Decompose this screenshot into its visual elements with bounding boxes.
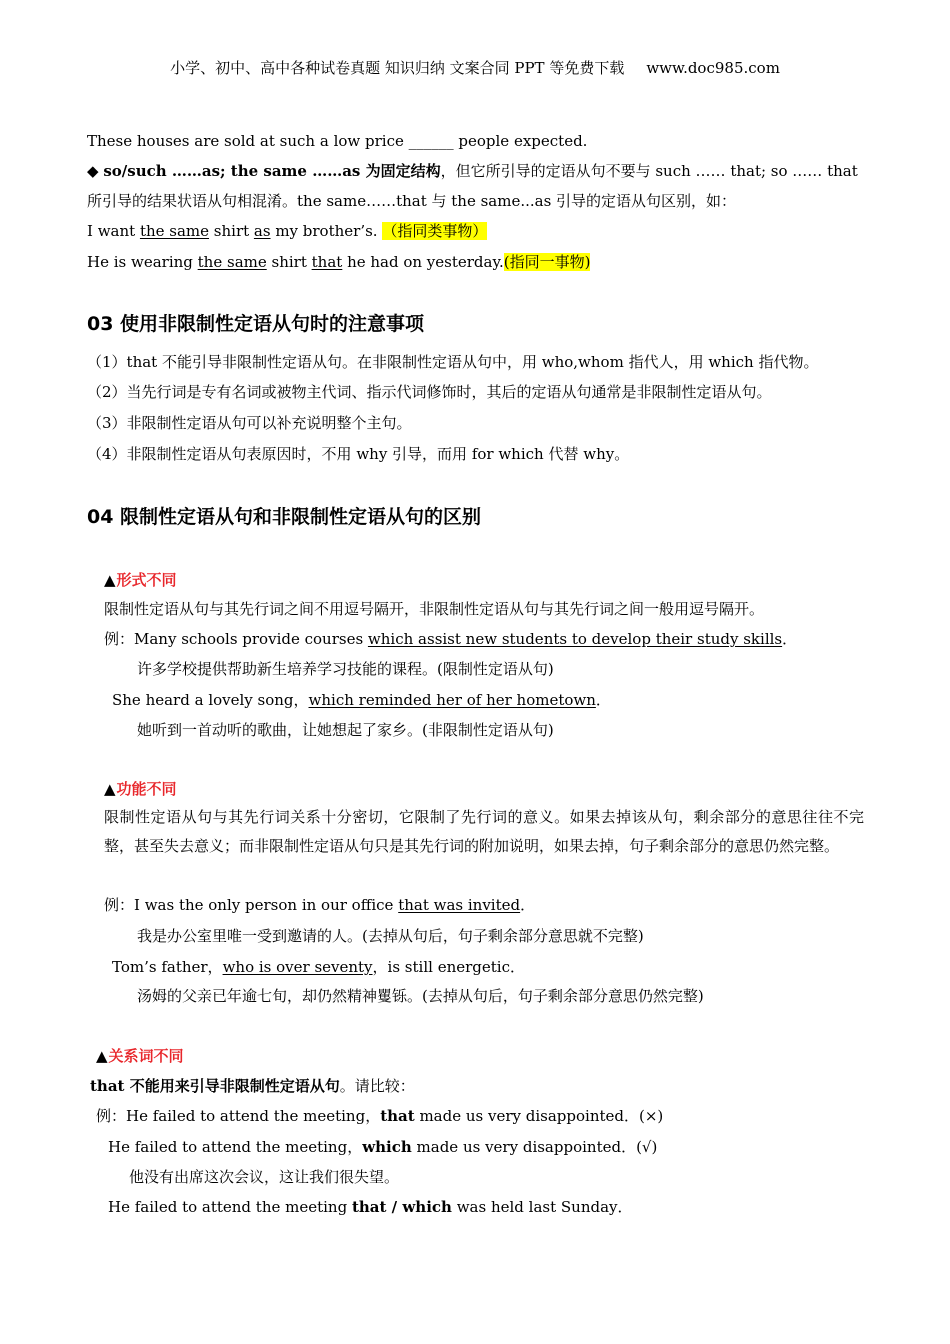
list-item: （3）非限制性定语从句可以补充说明整个主句。 [87,414,412,432]
form-description: 限制性定语从句与其先行词之间不用逗号隔开，非限制性定语从句与其先行词之间一般用逗号隔开。 [104,600,765,618]
relative-example-2-translation: 他没有出席这次会议，这让我们很失望。 [129,1168,400,1186]
triangle-icon: ▲ [104,780,116,798]
subheading-form: ▲形式不同 [104,571,177,589]
function-example-1-translation: 我是办公室里唯一受到邀请的人。(去掉从句后，句子剩余部分意思就不完整) [137,927,644,945]
subheading-function: ▲功能不同 [104,780,177,798]
highlight-note: （指同类事物） [382,222,488,240]
form-example-1-translation: 许多学校提供帮助新生培养学习技能的课程。(限制性定语从句) [137,660,554,678]
header-url: www.doc985.com [646,59,780,77]
relative-example-2: He failed to attend the meeting，which made us very disappointed．(√) [108,1138,658,1156]
triangle-icon: ▲ [96,1047,108,1065]
function-example-2: Tom’s father，who is over seventy，is still energetic． [112,958,525,976]
form-example-2: She heard a lovely song，which reminded her of her hometown． [112,691,611,709]
example-same-that: He is wearing the same shirt that he had on yesterday.(指同一事物) [87,253,591,271]
header-text: 小学、初中、高中各种试卷真题 知识归纳 文案合同 PPT 等免费下载 [170,59,625,77]
form-example-2-translation: 她听到一首动听的歌曲，让她想起了家乡。(非限制性定语从句) [137,721,554,739]
example-same-as: I want the same shirt as my brother’s. （指同类事物） [87,222,488,240]
relative-example-1: 例：He failed to attend the meeting，that made us very disappointed．(×) [96,1107,664,1125]
diamond-bullet-icon: ◆ [87,162,99,180]
relative-rule: that 不能用来引导非限制性定语从句。请比较： [90,1077,415,1095]
intro-line-1: These houses are sold at such a low price ______ people expected. [87,132,588,150]
section-03-title: 03 使用非限制性定语从句时的注意事项 [87,313,425,335]
highlight-note: (指同一事物) [503,253,591,271]
fixed-structure-label: so/such ……as; the same ……as 为固定结构 [103,162,441,180]
subheading-relative: ▲关系词不同 [96,1047,184,1065]
page-header [0,58,950,78]
function-description: 限制性定语从句与其先行词关系十分密切，它限制了先行词的意义。如果去掉该从句，剩余部分的意思往往不完整，甚至失去意义；而非限制性定语从句只是其先行词的附加说明，如果去掉，句子剩余部分的意思仍然完整。 [104,808,864,855]
function-example-1: 例：I was the only person in our office that was invited． [104,896,536,914]
list-item: （2）当先行词是专有名词或被物主代词、指示代词修饰时，其后的定语从句通常是非限制性定语从句。 [87,383,772,401]
function-example-2-translation: 汤姆的父亲已年逾七旬，却仍然精神矍铄。(去掉从句后，句子剩余部分意思仍然完整) [137,987,704,1005]
section-04-title: 04 限制性定语从句和非限制性定语从句的区别 [87,506,482,528]
intro-line-3: 所引导的结果状语从句相混淆。the same……that 与 the same...as 引导的定语从句区别，如： [87,192,737,210]
triangle-icon: ▲ [104,571,116,589]
intro-line-2: ◆ so/such ……as; the same ……as 为固定结构，但它所引导的定语从句不要与 such …… that; so …… that [87,162,858,180]
list-item: （1）that 不能引导非限制性定语从句。在非限制性定语从句中，用 who,whom 指代人，用 which 指代物。 [87,353,819,371]
relative-example-3: He failed to attend the meeting that / which was held last Sunday． [108,1198,633,1216]
list-item: （4）非限制性定语从句表原因时，不用 why 引导，而用 for which 代替 why。 [87,445,630,463]
form-example-1: 例：Many schools provide courses which assist new students to develop their study skills． [104,630,798,648]
